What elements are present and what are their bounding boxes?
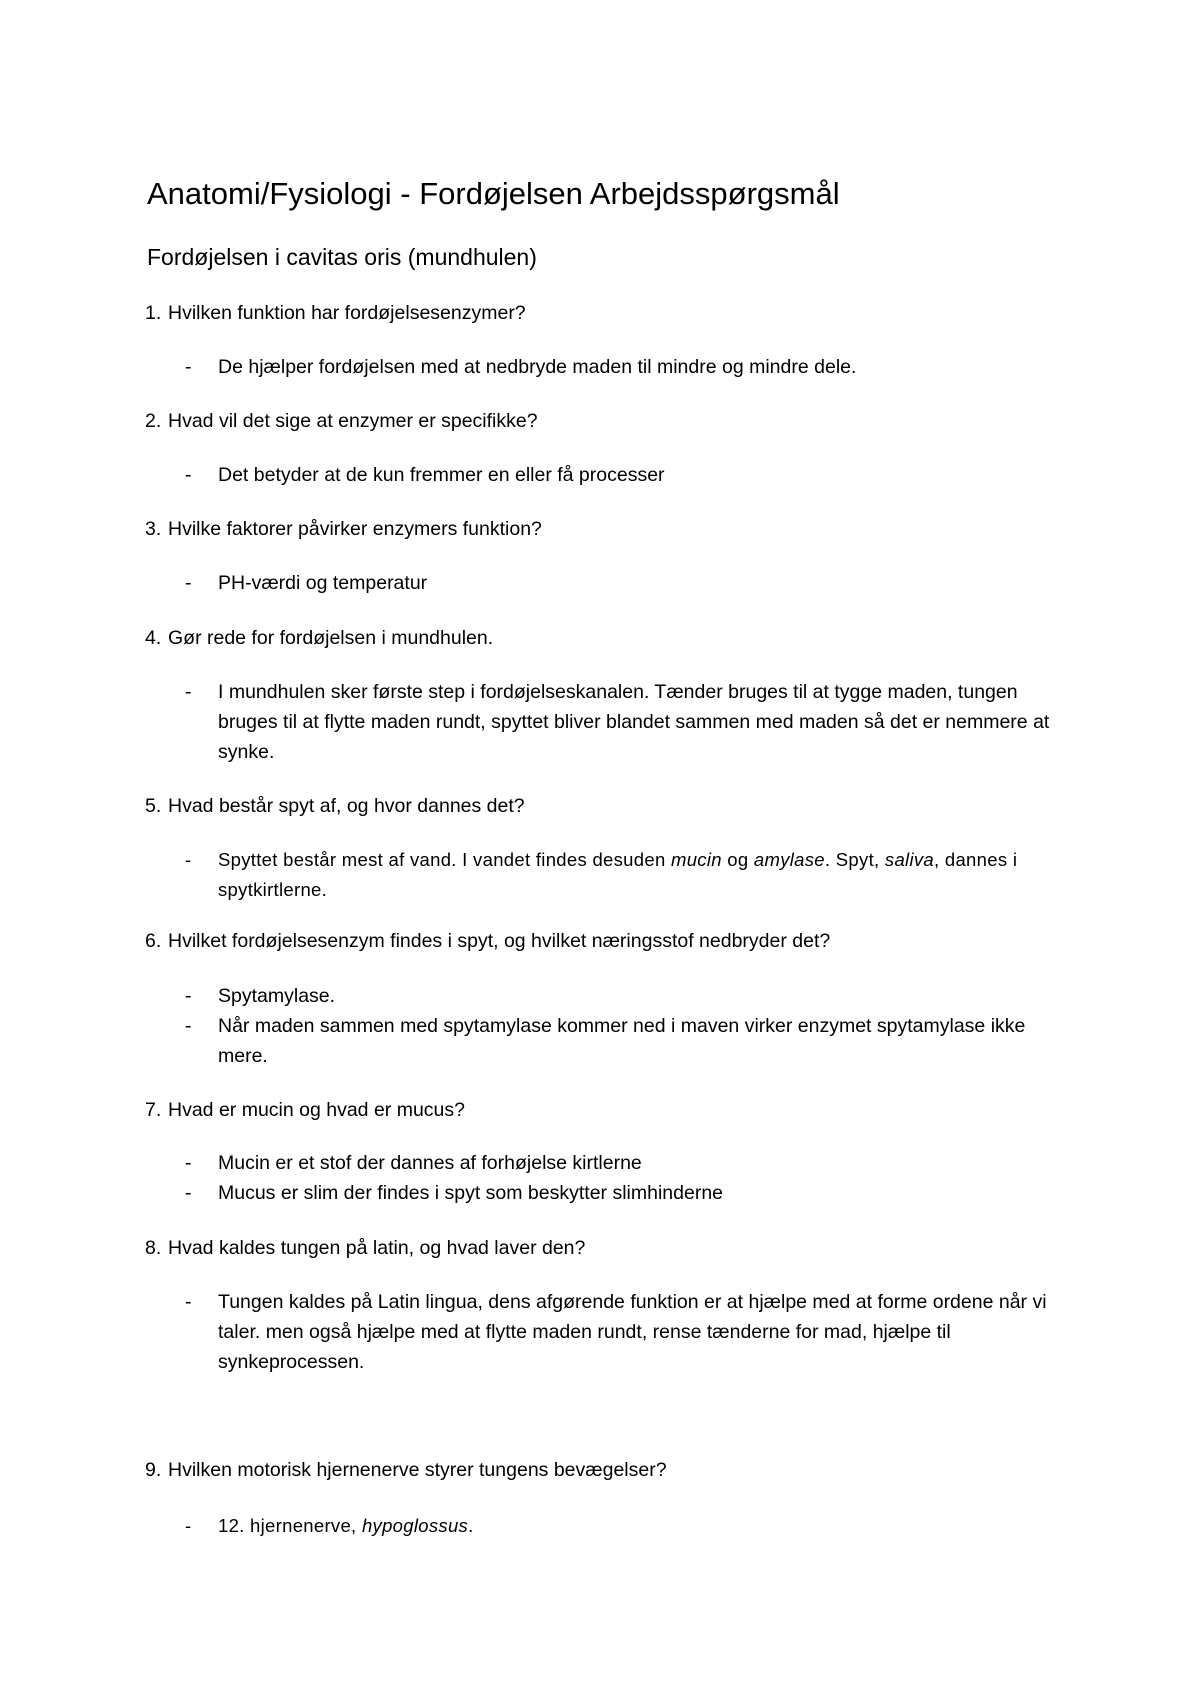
question-8: [145, 1233, 585, 1263]
answer-text: Det betyder at de kun fremmer en eller få processer: [218, 464, 665, 486]
question-text: Hvilken funktion har fordøjelsesenzymer?: [168, 302, 526, 324]
question-text: Gør rede for fordøjelsen i mundhulen.: [168, 627, 494, 649]
question-number: 7.: [145, 1099, 162, 1121]
question-text: Hvad kaldes tungen på latin, og hvad laver den?: [168, 1237, 586, 1259]
question-9: [145, 1455, 667, 1485]
answer-text: Når maden sammen med spytamylase kommer ned i maven virker enzymet spytamylase ikke mere.: [218, 1015, 1026, 1067]
question-7: [145, 1095, 465, 1125]
answer-3-1: [185, 568, 1065, 598]
bullet-dash: -: [185, 1291, 192, 1313]
bullet-dash: -: [185, 464, 192, 486]
bullet-dash: -: [185, 572, 192, 594]
question-number: 3.: [145, 518, 162, 540]
question-text: Hvilket fordøjelsesenzym findes i spyt, og hvilket næringsstof nedbryder det?: [168, 930, 831, 952]
bullet-dash: -: [185, 1515, 192, 1536]
question-4: [145, 623, 493, 653]
answer-5-1: [185, 845, 1065, 905]
answer-1-1: [185, 352, 1065, 382]
question-text: Hvilken motorisk hjernenerve styrer tungens bevægelser?: [168, 1459, 667, 1481]
bullet-dash: -: [185, 985, 192, 1007]
question-number: 6.: [145, 930, 162, 952]
answer-text: Mucus er slim der findes i spyt som beskytter slimhinderne: [218, 1182, 724, 1204]
answer-text: Spytamylase.: [218, 985, 336, 1007]
answer-text: De hjælper fordøjelsen med at nedbryde maden til mindre og mindre dele.: [218, 356, 857, 378]
bullet-dash: -: [185, 1182, 192, 1204]
answer-4-1: [185, 677, 1065, 767]
answer-6-2: [185, 1011, 1065, 1071]
question-2: [145, 406, 538, 436]
question-1: [145, 298, 526, 328]
answer-text: Mucin er et stof der dannes af forhøjelse kirtlerne: [218, 1152, 642, 1174]
question-3: [145, 514, 542, 544]
question-number: 5.: [145, 795, 162, 817]
answer-7-2: [185, 1178, 1065, 1208]
section-heading: Fordøjelsen i cavitas oris (mundhulen): [147, 244, 537, 270]
bullet-dash: -: [185, 1015, 192, 1037]
answer-8-1: [185, 1287, 1065, 1377]
question-text: Hvilke faktorer påvirker enzymers funktion?: [168, 518, 542, 540]
question-number: 4.: [145, 627, 162, 649]
answer-6-1: [185, 981, 1065, 1011]
answer-2-1: [185, 460, 1065, 490]
answer-9-1: [185, 1511, 1065, 1541]
answer-text: I mundhulen sker første step i fordøjelseskanalen. Tænder bruges til at tygge maden, tungen bruges til at flytte maden rundt, spyttet bliver blandet sammen med maden så det er nemmere at synke.: [218, 681, 1050, 763]
bullet-dash: -: [185, 849, 192, 870]
answer-text: Spyttet består mest af vand. I vandet findes desuden mucin og amylase. Spyt, saliva, dannes i spytkirtlerne.: [218, 849, 1018, 900]
bullet-dash: -: [185, 1152, 192, 1174]
answer-text: 12. hjernenerve, hypoglossus.: [218, 1515, 474, 1536]
question-6: [145, 926, 830, 956]
bullet-dash: -: [185, 356, 192, 378]
bullet-dash: -: [185, 681, 192, 703]
question-number: 1.: [145, 302, 162, 324]
question-text: Hvad vil det sige at enzymer er specifikke?: [168, 410, 538, 432]
question-text: Hvad er mucin og hvad er mucus?: [168, 1099, 465, 1121]
question-5: [145, 791, 525, 821]
answer-7-1: [185, 1148, 1065, 1178]
answer-text: Tungen kaldes på Latin lingua, dens afgørende funktion er at hjælpe med at forme ordene når vi taler. men også hjælpe med at flytte maden rundt, rense tænderne for mad, hjælpe til synkeprocessen.: [218, 1291, 1047, 1373]
page-title: Anatomi/Fysiologi - Fordøjelsen Arbejdsspørgsmål: [147, 176, 840, 211]
question-number: 2.: [145, 410, 162, 432]
question-number: 9.: [145, 1459, 162, 1481]
question-text: Hvad består spyt af, og hvor dannes det?: [168, 795, 525, 817]
answer-text: PH-værdi og temperatur: [218, 572, 428, 594]
question-number: 8.: [145, 1237, 162, 1259]
